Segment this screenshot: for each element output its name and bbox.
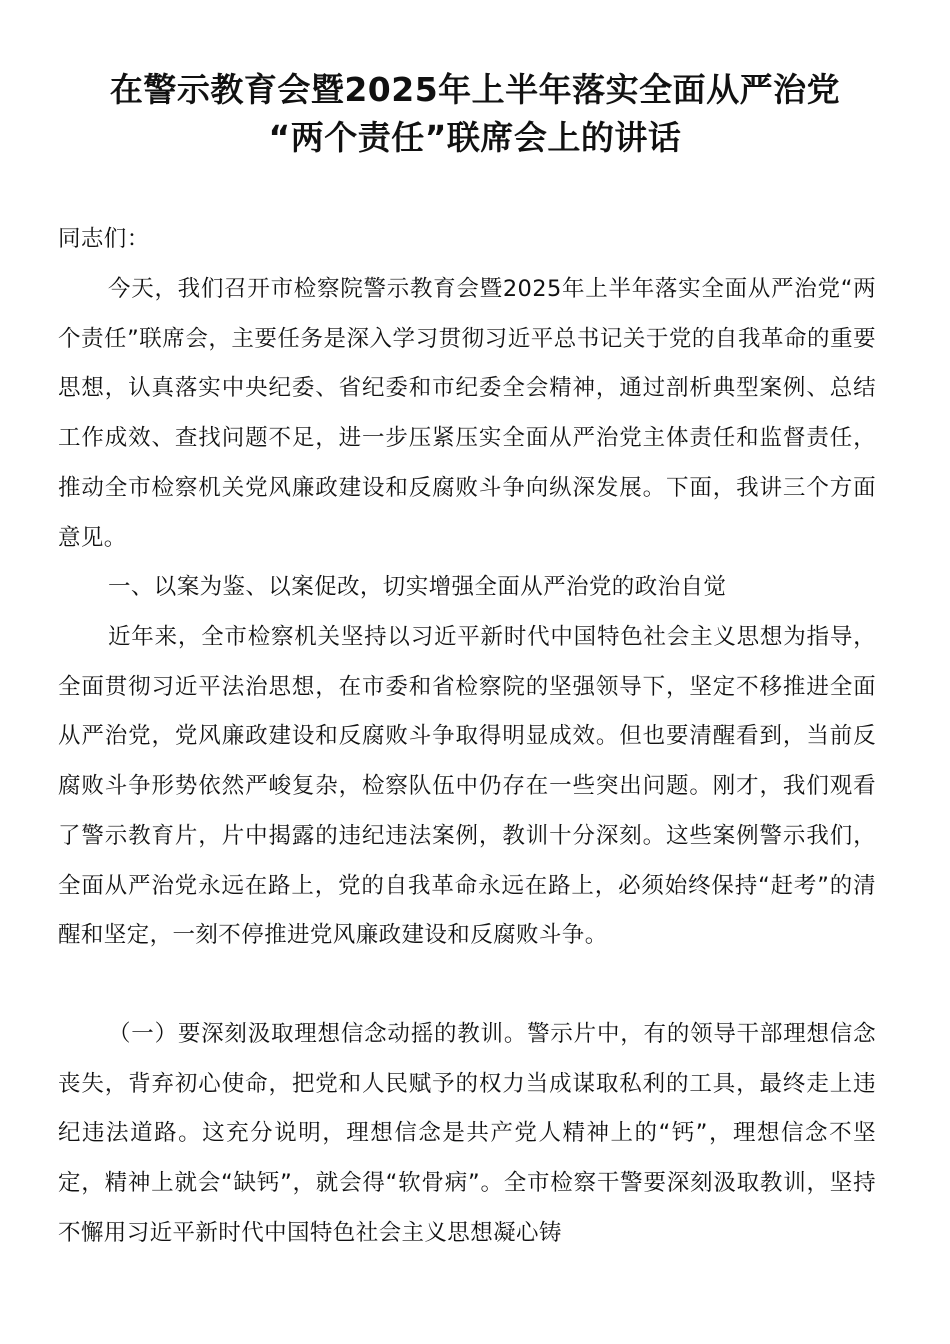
paragraph-subsection-1: （一）要深刻汲取理想信念动摇的教训。警示片中，有的领导干部理想信念丧失，背弃初心使命，把党和人民赋予的权力当成谋取私利的工具，最终走上违纪违法道路。这充分说明，理想信念是共产党人精神上的“钙”，理想信念不坚定，精神上就会“缺钙”，就会得“软骨病”。全市检察干警要深刻汲取教训，坚持不懈用习近平新时代中国特色社会主义思想凝心铸	[58, 1021, 876, 1246]
document-title-line-1: 在警示教育会暨2025年上半年落实全面从严治党	[109, 70, 841, 109]
section-heading-1: 一、以案为鉴、以案促改，切实增强全面从严治党的政治自觉	[108, 574, 727, 600]
document-title-line-2: “两个责任”联席会上的讲话	[268, 118, 682, 157]
salutation: 同志们：	[58, 226, 150, 252]
paragraph-section-1: 近年来，全市检察机关坚持以习近平新时代中国特色社会主义思想为指导，全面贯彻习近平法治思想，在市委和省检察院的坚强领导下，坚定不移推进全面从严治党，党风廉政建设和反腐败斗争取得明显成效。但也要清醒看到，当前反腐败斗争形势依然严峻复杂，检察队伍中仍存在一些突出问题。刚才，我们观看了警示教育片，片中揭露的违纪违法案例，教训十分深刻。这些案例警示我们，全面从严治党永远在路上，党的自我革命永远在路上，必须始终保持“赶考”的清醒和坚定，一刻不停推进党风廉政建设和反腐败斗争。	[58, 624, 876, 949]
paragraph-intro: 今天，我们召开市检察院警示教育会暨2025年上半年落实全面从严治党“两个责任”联席会，主要任务是深入学习贯彻习近平总书记关于党的自我革命的重要思想，认真落实中央纪委、省纪委和市纪委全会精神，通过剖析典型案例、总结工作成效、查找问题不足，进一步压紧压实全面从严治党主体责任和监督责任，推动全市检察机关党风廉政建设和反腐败斗争向纵深发展。下面，我讲三个方面意见。	[58, 276, 876, 551]
